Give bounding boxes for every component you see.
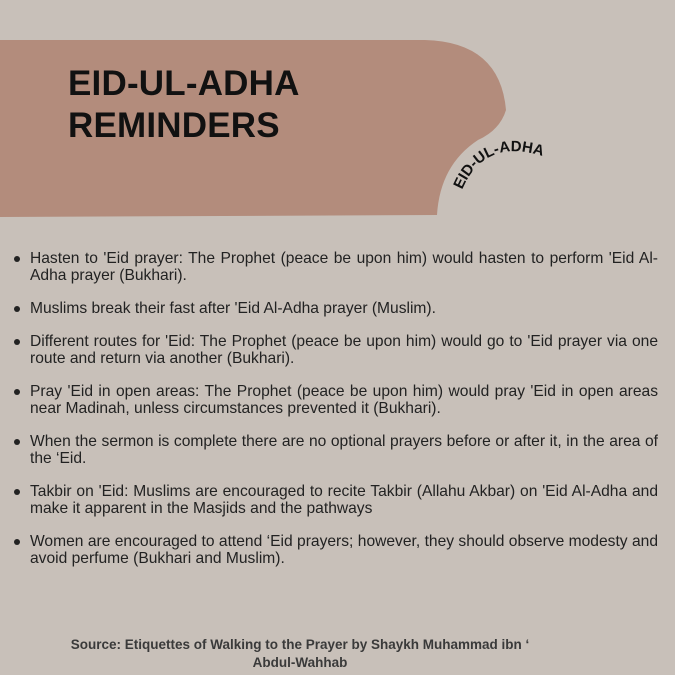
list-item-text: When the sermon is complete there are no optional prayers before or after it, in the area of the ‘Eid. bbox=[30, 433, 658, 467]
bullet-icon bbox=[14, 439, 20, 445]
curved-badge-textpath: EID-UL-ADHA bbox=[450, 138, 546, 192]
reminders-list bbox=[20, 250, 658, 583]
list-item-text: Takbir on 'Eid: Muslims are encouraged to recite Takbir (Allahu Akbar) on 'Eid Al-Adha and make it apparent in the Masjids and the pathways bbox=[30, 483, 658, 517]
page-title bbox=[68, 63, 300, 147]
bullet-icon bbox=[14, 256, 20, 262]
list-item-text: Hasten to 'Eid prayer: The Prophet (peace be upon him) would hasten to perform 'Eid Al-Adha prayer (Bukhari). bbox=[30, 250, 658, 284]
source-citation bbox=[0, 636, 600, 672]
list-item bbox=[20, 483, 658, 517]
list-item bbox=[20, 383, 658, 417]
list-item bbox=[20, 433, 658, 467]
title-line-1: EID-UL-ADHA bbox=[68, 64, 300, 103]
bullet-icon bbox=[14, 539, 20, 545]
title-line-2: REMINDERS bbox=[68, 106, 280, 145]
bullet-icon bbox=[14, 489, 20, 495]
source-line-2: Abdul-Wahhab bbox=[252, 655, 348, 670]
source-line-1: Source: Etiquettes of Walking to the Prayer by Shaykh Muhammad ibn ‘ bbox=[70, 637, 530, 652]
bullet-icon bbox=[14, 339, 20, 345]
list-item-text: Muslims break their fast after 'Eid Al-Adha prayer (Muslim). bbox=[30, 300, 436, 317]
list-item bbox=[20, 333, 658, 367]
list-item-text: Pray 'Eid in open areas: The Prophet (peace be upon him) would pray 'Eid in open areas near Madinah, unless circumstances prevented it (Bukhari). bbox=[30, 383, 658, 417]
list-item bbox=[20, 533, 658, 567]
list-item bbox=[20, 300, 658, 317]
bullet-icon bbox=[14, 389, 20, 395]
bullet-icon bbox=[14, 306, 20, 312]
list-item-text: Women are encouraged to attend ‘Eid prayers; however, they should observe modesty and avoid perfume (Bukhari and Muslim). bbox=[30, 533, 658, 567]
list-item-text: Different routes for 'Eid: The Prophet (peace be upon him) would go to 'Eid prayer via one route and return via another (Bukhari). bbox=[30, 333, 658, 367]
list-item bbox=[20, 250, 658, 284]
